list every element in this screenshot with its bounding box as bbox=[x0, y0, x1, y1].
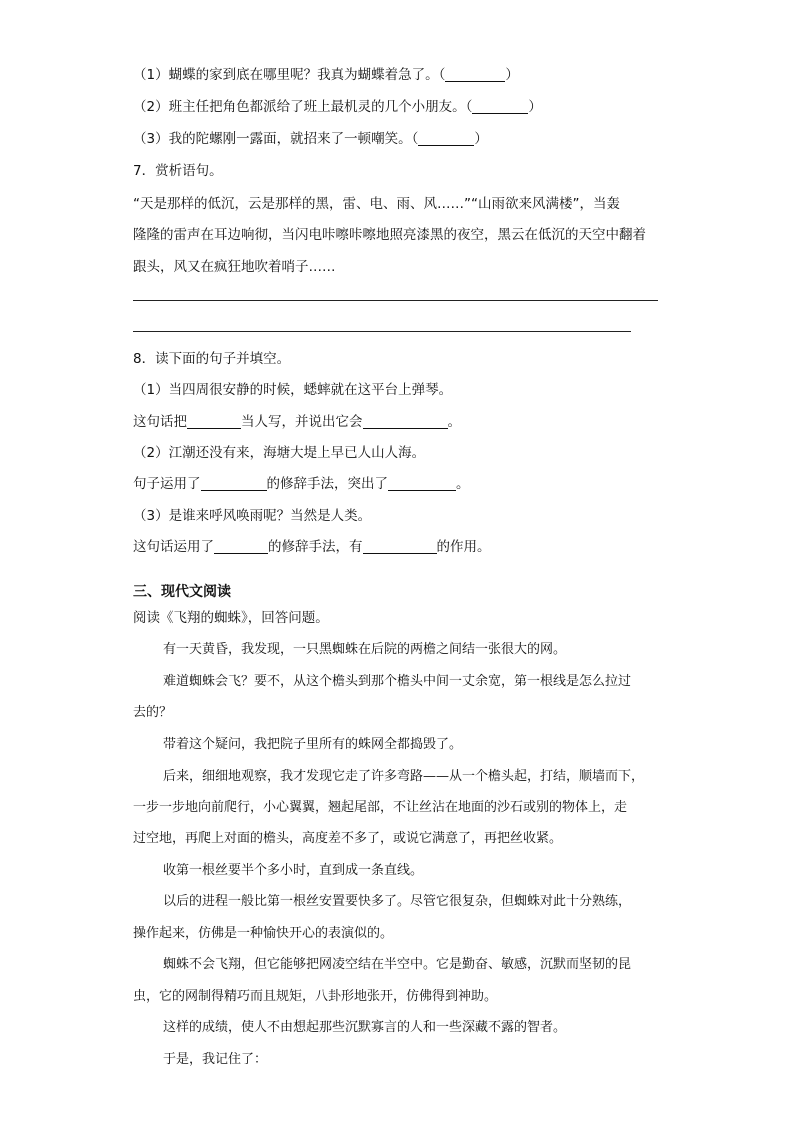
section-3-title: 三、现代文阅读 bbox=[133, 584, 231, 600]
q8-fill-line-3: 这句话运用了 的修辞手法，有 的作用。 bbox=[133, 539, 491, 555]
q6-item-1: （1）蝴蝶的家到底在哪里呢？我真为蝴蝶着急了。（ ） bbox=[133, 67, 519, 83]
q7-answer-line-2[interactable] bbox=[133, 331, 631, 332]
story-line-9: 以后的进程一般比第一根丝安置要快多了。尽管它很复杂，但蜘蛛对此十分熟练， bbox=[163, 894, 632, 909]
q8-title: 8．读下面的句子并填空。 bbox=[133, 351, 291, 367]
story-line-4: 带着这个疑问，我把院子里所有的蛛网全都捣毁了。 bbox=[163, 737, 463, 752]
q8-sentence-2: （2）江潮还没有来，海塘大堤上早已人山人海。 bbox=[133, 445, 426, 461]
q6-answer-blank-2[interactable] bbox=[472, 99, 528, 114]
story-line-14: 于是，我记住了： bbox=[163, 1052, 268, 1067]
story-line-5: 后来，细细地观察，我才发现它走了许多弯路——从一个檐头起，打结，顺墙而下， bbox=[163, 769, 645, 784]
q8-fill-line-1: 这句话把 当人写，并说出它会 。 bbox=[133, 414, 461, 430]
story-line-2: 难道蜘蛛会飞？要不，从这个檐头到那个檐头中间一丈余宽，第一根线是怎么拉过 bbox=[163, 674, 632, 689]
story-line-10: 操作起来，仿佛是一种愉快开心的表演似的。 bbox=[133, 926, 394, 941]
q8-blank-3b[interactable] bbox=[363, 539, 437, 554]
q6-answer-blank-3[interactable] bbox=[418, 131, 474, 146]
q6-item-2: （2）班主任把角色都派给了班上最机灵的几个小朋友。（ ） bbox=[133, 99, 542, 115]
q6-answer-blank-1[interactable] bbox=[445, 67, 505, 82]
q8-sentence-3: （3）是谁来呼风唤雨呢？当然是人类。 bbox=[133, 508, 372, 524]
q7-passage-line-3: 跟头，风又在疯狂地吹着哨子…… bbox=[133, 259, 336, 275]
q7-answer-line-1[interactable] bbox=[133, 300, 658, 301]
q8-blank-1a[interactable] bbox=[187, 414, 241, 429]
story-line-6: 一步一步地向前爬行，小心翼翼，翘起尾部，不让丝沾在地面的沙石或别的物体上，走 bbox=[133, 800, 628, 815]
story-line-13: 这样的成绩，使人不由想起那些沉默寡言的人和一些深藏不露的智者。 bbox=[163, 1020, 567, 1035]
q8-blank-2b[interactable] bbox=[388, 476, 456, 491]
story-line-1: 有一天黄昏，我发现，一只黑蜘蛛在后院的两檐之间结一张很大的网。 bbox=[163, 642, 567, 657]
story-line-8: 收第一根丝要半个多小时，直到成一条直线。 bbox=[163, 863, 424, 878]
story-line-7: 过空地，再爬上对面的檐头，高度差不多了，或说它满意了，再把丝收紧。 bbox=[133, 831, 563, 846]
q8-sentence-1: （1）当四周很安静的时候，蟋蟀就在这平台上弹琴。 bbox=[133, 382, 453, 398]
q7-passage-line-1: “天是那样的低沉，云是那样的黑，雷、电、雨、风……”“山雨欲来风满楼”，当轰 bbox=[133, 196, 620, 212]
section-3-intro: 阅读《飞翔的蜘蛛》，回答问题。 bbox=[133, 610, 329, 626]
story-line-11: 蜘蛛不会飞翔，但它能够把网凌空结在半空中。它是勤奋、敏感，沉默而坚韧的昆 bbox=[163, 957, 632, 972]
q8-blank-3a[interactable] bbox=[214, 539, 268, 554]
q8-blank-2a[interactable] bbox=[201, 476, 267, 491]
q8-blank-1b[interactable] bbox=[363, 414, 448, 429]
q7-title: 7．赏析语句。 bbox=[133, 163, 223, 179]
q6-item-3: （3）我的陀螺刚一露面，就招来了一顿嘲笑。（ ） bbox=[133, 131, 488, 147]
q7-passage-line-2: 隆隆的雷声在耳边响彻，当闪电咔嚓咔嚓地照亮漆黑的夜空，黑云在低沉的天空中翻着 bbox=[133, 227, 646, 243]
story-line-3: 去的？ bbox=[133, 705, 173, 720]
story-line-12: 虫，它的网制得精巧而且规矩，八卦形地张开，仿佛得到神助。 bbox=[133, 989, 498, 1004]
q8-fill-line-2: 句子运用了 的修辞手法，突出了 。 bbox=[133, 476, 470, 492]
